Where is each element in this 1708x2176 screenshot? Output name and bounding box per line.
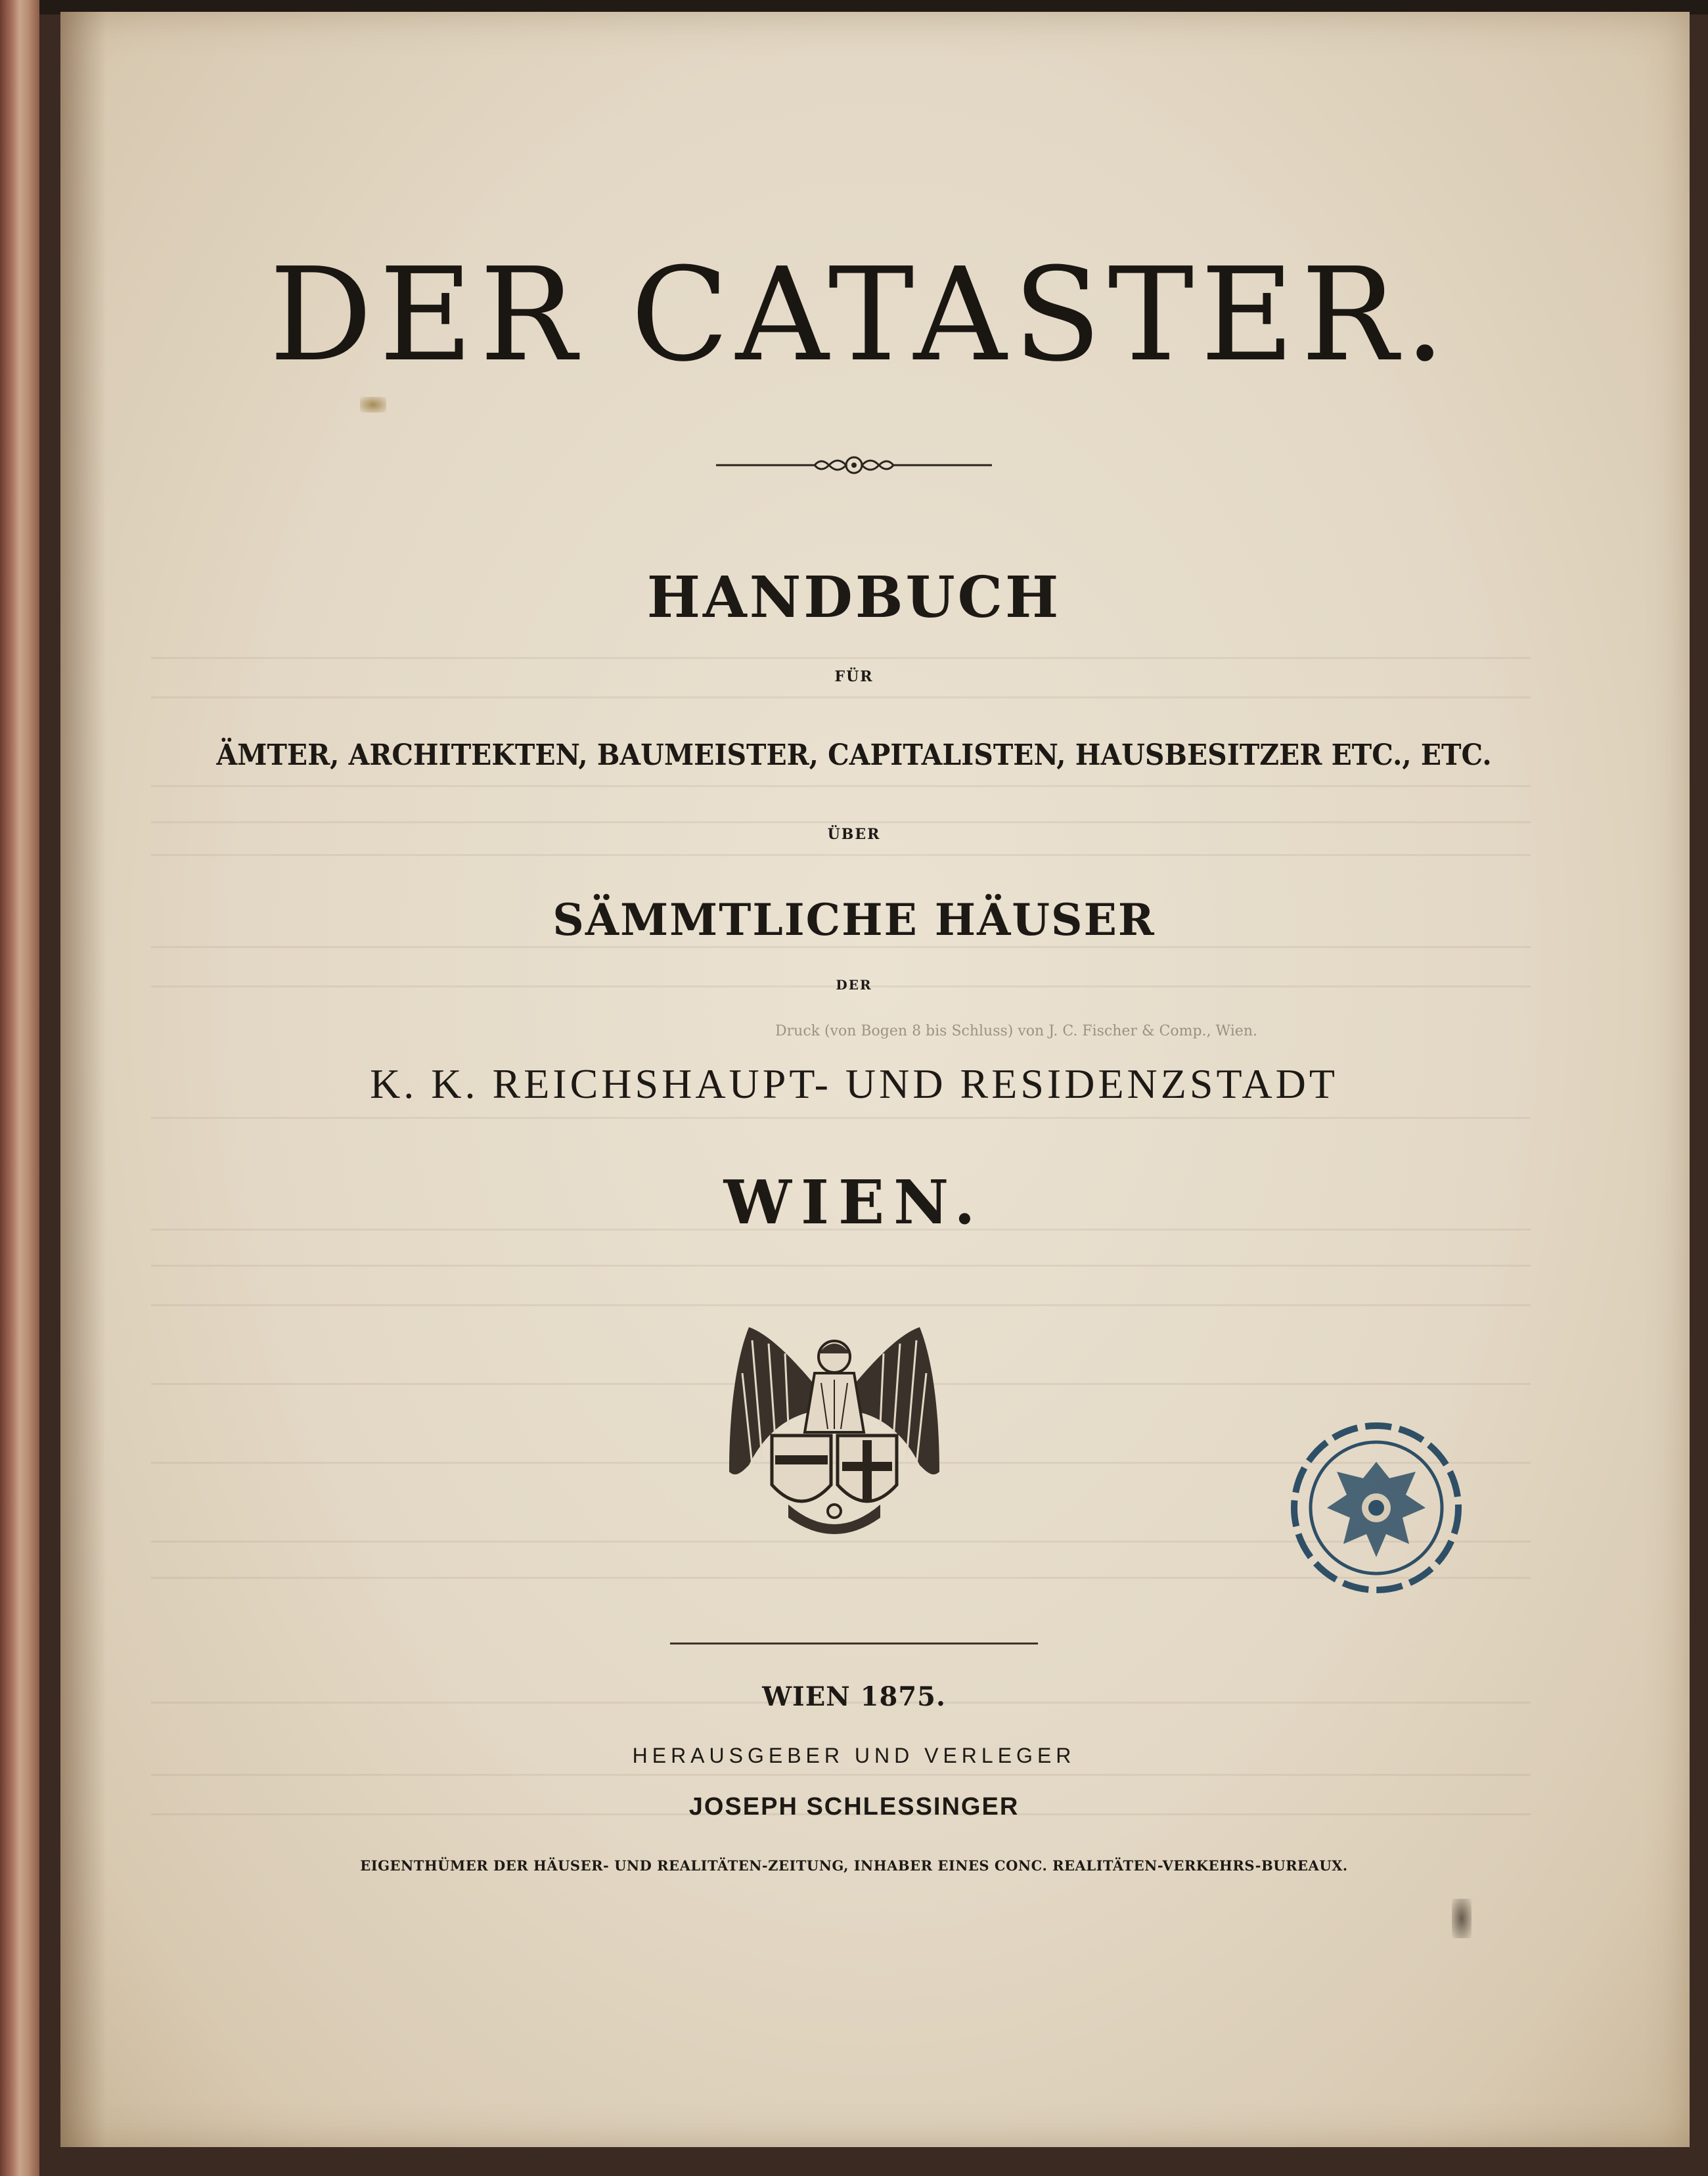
foxing-stain (360, 397, 386, 413)
subject-heading: SÄMMTLICHE HÄUSER (552, 894, 1156, 945)
about-word: ÜBER (827, 826, 881, 843)
city-designation-line: K. K. REICHSHAUPT- UND RESIDENZSTADT (370, 1060, 1338, 1107)
publisher-description: EIGENTHÜMER DER HÄUSER- UND REALITÄTEN-ZEITUNG, INHABER EINES CONC. REALITÄTEN-VERKEHRS-BUREAUX. (360, 1857, 1348, 1874)
scroll-ornament-icon (716, 453, 992, 477)
bleed-through-line (151, 696, 1531, 698)
book-title: DER CATASTER. (269, 240, 1452, 390)
of-word: DER (836, 977, 872, 993)
bleed-through-line (151, 854, 1531, 856)
bleed-through-line (151, 1265, 1531, 1267)
divider-rule (670, 1643, 1038, 1644)
book-type-heading: HANDBUCH (646, 564, 1062, 631)
bleed-through-line (151, 821, 1531, 823)
city-name: WIEN. (723, 1167, 985, 1238)
for-word: FÜR (834, 668, 874, 685)
publisher-role: HERAUSGEBER UND VERLEGER (632, 1744, 1076, 1767)
bleed-through-line (151, 785, 1531, 787)
audience-line: ÄMTER, ARCHITEKTEN, BAUMEISTER, CAPITALISTEN, HAUSBESITZER ETC., ETC. (216, 738, 1492, 772)
angel-coat-of-arms-icon (723, 1321, 946, 1551)
bleed-through-line (151, 657, 1531, 659)
publisher-name: JOSEPH SCHLESSINGER (688, 1793, 1020, 1821)
bleed-through-line (151, 1117, 1531, 1119)
ink-blot (1452, 1899, 1472, 1938)
library-eagle-stamp-icon (1284, 1416, 1468, 1600)
place-and-year: WIEN 1875. (762, 1681, 946, 1712)
bleed-through-line (151, 1304, 1531, 1306)
bleed-through-printer-note: Druck (von Bogen 8 bis Schluss) von J. C. Fischer & Comp., Wien. (775, 1023, 1257, 1039)
bleed-through-line (151, 1774, 1531, 1776)
